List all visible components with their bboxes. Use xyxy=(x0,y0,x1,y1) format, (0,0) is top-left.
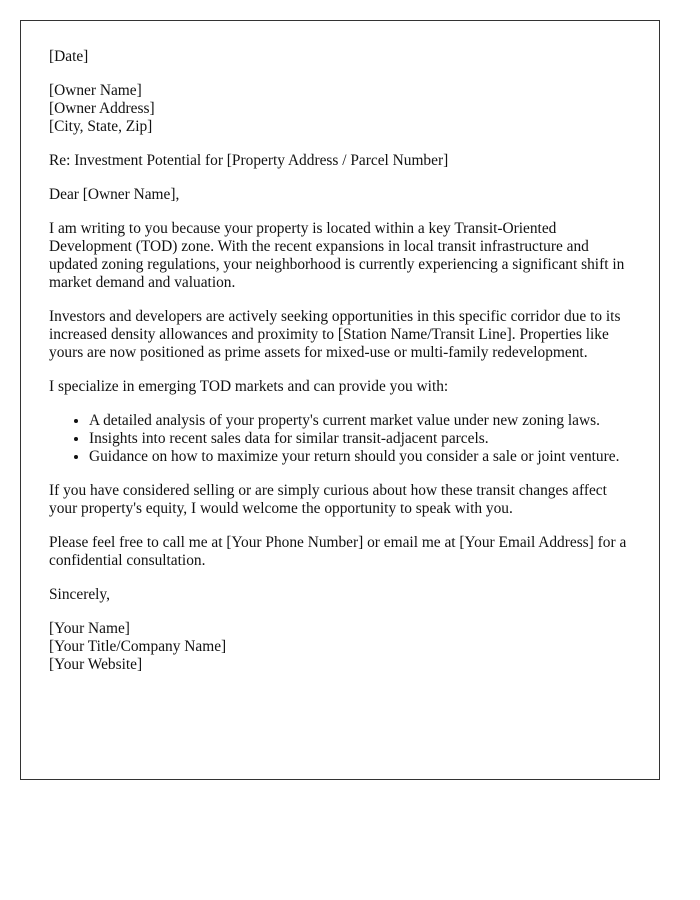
sender-block xyxy=(49,620,631,674)
recipient-name: [Owner Name] xyxy=(49,82,142,99)
services-list xyxy=(49,412,631,466)
list-item: • A detailed analysis of your property's current market value under new zoning laws. xyxy=(89,412,631,430)
list-item: • Guidance on how to maximize your return should you consider a sale or joint venture. xyxy=(89,448,631,466)
sender-title-company: [Your Title/Company Name] xyxy=(49,638,227,655)
letter-date: [Date] xyxy=(49,48,89,65)
recipient-block xyxy=(49,82,631,136)
body-paragraph-investors: Investors and developers are actively seeking opportunities in this specific corridor due to its increased density allowances and proximity to [Station Name/Transit Line]. Properties like yours are now positioned as prime assets for mixed-use or multi-family redevelopment. xyxy=(49,308,621,361)
body-paragraph-services: I specialize in emerging TOD markets and can provide you with: xyxy=(49,378,449,395)
closing-paragraph-interest: If you have considered selling or are simply curious about how these transit changes affect your property's equity, I would welcome the opportunity to speak with you. xyxy=(49,482,607,517)
letter-page xyxy=(20,20,660,780)
sender-name: [Your Name] xyxy=(49,620,130,637)
closing-paragraph-contact: Please feel free to call me at [Your Phone Number] or email me at [Your Email Address] for a confidential consultation. xyxy=(49,534,627,569)
sender-website: [Your Website] xyxy=(49,656,143,673)
subject-line: Re: Investment Potential for [Property Address / Parcel Number] xyxy=(49,152,449,169)
recipient-city-state-zip: [City, State, Zip] xyxy=(49,118,153,135)
signoff: Sincerely, xyxy=(49,586,110,603)
salutation: Dear [Owner Name], xyxy=(49,186,180,203)
recipient-address: [Owner Address] xyxy=(49,100,155,117)
body-paragraph-intro: I am writing to you because your property is located within a key Transit-Oriented Development (TOD) zone. With the recent expansions in local transit infrastructure and updated zoning regulations, your neighborhood is currently experiencing a significant shift in market demand and valuation. xyxy=(49,220,625,291)
list-item: • Insights into recent sales data for similar transit-adjacent parcels. xyxy=(89,430,631,448)
